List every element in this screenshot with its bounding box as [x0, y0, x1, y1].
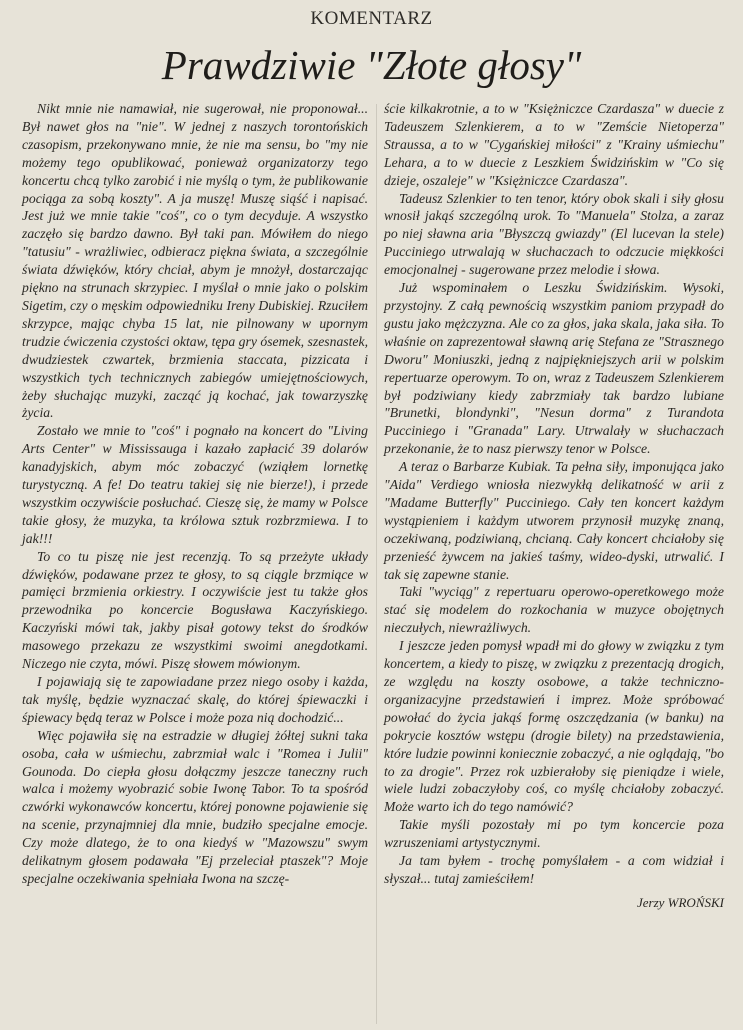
paragraph: To co tu piszę nie jest recenzją. To są przeżyte układy dźwięków, podawane przez te głosy, to są ciągle brzmiące w pamięci brzmienia orkiestry. I oczywiście jest tu także głos przewodnika po koncercie Bogusława Kaczyńskiego. Kaczyński mówi tak, jakby pisał gotowy tekst do środków masowego przekazu ze wszystkimi swoimi anegdotkami. Niczego nie czyta, mówi. Piszę słowem mówionym.: [22, 548, 368, 672]
article-column-right: [384, 100, 724, 912]
paragraph: I pojawiają się te zapowiadane przez niego osoby i każda, tak myślę, będzie wyznaczać skalę, do której śpiewaczki i śpiewacy będą teraz w Polsce i może poza nią dochodzić...: [22, 674, 368, 725]
paragraph: Zostało we mnie to "coś" i pognało na koncert do "Living Arts Center" w Mississauga i kazało zapłacić 39 dolarów kanadyjskich, abym móc zobaczyć (wziąłem lornetkę turystyczną. A fe! Do teatru takiej się nie bierze!), i przede wszystkim oczywiście posłuchać. Cieszę się, że mamy w Polsce takie głosy, że muzyka, ta królowa sztuk rozbrzmiewa. I to jak!!!: [22, 423, 368, 546]
section-label: KOMENTARZ: [310, 8, 433, 29]
paragraph: A teraz o Barbarze Kubiak. Ta pełna siły, imponująca jako "Aida" Verdiego wniosła niezwykłą delikatność w arii z "Madame Butterfly" Pucciniego. Cały ten koncert każdym wystąpieniem i każdym utworem przynosił muzykę znaną, oczekiwaną, podziwianą, chcianą. Cały koncert chciałoby się przenieść żywcem na jakieś taśmy, wideo-dyski, utrwalić. I tak się zapewne stanie.: [384, 459, 724, 582]
article-column-left: [22, 100, 368, 888]
paragraph: Taki "wyciąg" z repertuaru operowo-operetkowego może stać się modelem do rozkochania w muzyce obojętnych nieczułych, niewrażliwych.: [384, 584, 724, 636]
paragraph: Takie myśli pozostały mi po tym koncercie poza wzruszeniami artystycznymi.: [384, 817, 724, 851]
paragraph: I jeszcze jeden pomysł wpadł mi do głowy w związku z tym koncertem, a kiedy to piszę, w związku z prezentacją drogich, ze względu na koszty osobowe, a także techniczno-organizacyjne przedstawień i imprez. Może spróbować powołać do życia jakąś formę oszczędzania (w banku) na pokrycie kosztów wstępu (drogie bilety) na przedstawienia, które ludzie powinni koniecznie zobaczyć, a nie oglądają, "bo to za drogie". Przez rok uzbierałoby się pieniądze i wiele, wiele ludzi zobaczyłoby coś, co myślę chciałoby zobaczyć. Może warto ich do tego namówić?: [384, 638, 724, 815]
author-signature: Jerzy WROŃSKI: [636, 894, 724, 910]
article-title: Prawdziwie "Złote głosy": [161, 42, 582, 88]
column-divider: [376, 104, 377, 1024]
paragraph: Tadeusz Szlenkier to ten tenor, który obok skali i siły głosu wnosił jakąś szczególną urok. To "Manuela" Stolza, a zaraz po niej sławna aria "Błyszczą gwiazdy" (El lucevan la stele) Pucciniego utrwalają w słuchaczach to odczucie miękkości emocjonalnej - sugerowane przez melodie i słowa.: [384, 190, 724, 278]
paragraph: ście kilkakrotnie, a to w "Księżniczce Czardasza" w duecie z Tadeuszem Szlenkierem, a to w "Zemście Nietoperza" Straussa, a to w "Cygańskiej miłości" z "Krainy uśmiechu" Lehara, a to w duecie z Leszkiem Świdzińskim w "Co się dzieje, oszaleje" w "Księżniczce Czardasza".: [384, 101, 724, 188]
paragraph: Już wspominałem o Leszku Świdzińskim. Wysoki, przystojny. Z całą pewnością wszystkim paniom przypadł do gustu jako mężczyzna. Ale co za głos, jaka skala, jaka siła. To właśnie on zaprezentował sławną arię Stefana ze "Strasznego Dworu" Moniuszki, jedną z najpiękniejszych arii w polskim repertuarze operowym. To on, wraz z Tadeuszem Szlenkierem był podziwiany kiedy zabrzmiały tak bardzo lubiane "Brunetki, blondynki", "Nesun dorma" z Turandota Pucciniego i "Granada" Lary. Utrwalały w słuchaczach przekonanie, że to nasz pierwszy tenor w Polsce.: [384, 280, 724, 457]
paragraph: Ja tam byłem - trochę pomyślałem - a com widział i słyszał... tutaj zamieściłem!: [384, 853, 724, 886]
paragraph: Więc pojawiła się na estradzie w długiej żółtej sukni taka osoba, cała w uśmiechu, zabrzmiał walc i "Romea i Julii" Gounoda. Do ciepła głosu dołączmy jeszcze taneczny ruch walca i możemy wyobrazić sobie Iwonę Tabor. To ta spośród czwórki wykonawców koncertu, której ponowne pojawienie się na scenie, przynajmniej dla mnie, budziło specjalne emocje. Czy może dlatego, że to ona kiedyś w "Mazowszu" swym delikatnym głosem podawała "Ej przeleciał ptaszek"? Moje specjalne oczekiwania spełniała Iwona na szczę-: [22, 727, 368, 886]
paragraph: Nikt mnie nie namawiał, nie sugerował, nie proponował... Był nawet głos na "nie". W jednej z naszych torontońskich czasopism, przekonywano mnie, że nie ma sensu, bo "my nie możemy tego opublikować, ponieważ organizatorzy tego koncertu chcą tylko zarobić i nie myślą o tym, że publikowanie pociąga za sobą koszty". A ja muszę! Muszę siąść i napisać. Jest już we mnie takie "coś", co o tym decyduje. A wszystko zaczęło się bardzo dawno. Był taki pan. Mówiłem do niego "tatusiu" - wrażliwiec, odbieracz piękna świata, a szczególnie świata dźwięków, który chciał, abym je mnożył, dostarczając piękno na strunach skrzypiec. I myślał o mnie jako o polskim Sigetim, czy o męskim odpowiedniku Ireny Dubiskiej. Rzuciłem skrzypce, mając chyba 15 lat, nie pilnowany w upornym trudzie ćwiczenia czystości oktaw, tępa gry ósemek, szesnastek, dwudziestek czwartek, brzmienia staccata, pizzicata i wszystkich tych technicznych zabiegów umiejętnościowych, żeby słuchając muzyki, zacząć ją kochać, jak towarzyszkę życia.: [22, 101, 368, 421]
